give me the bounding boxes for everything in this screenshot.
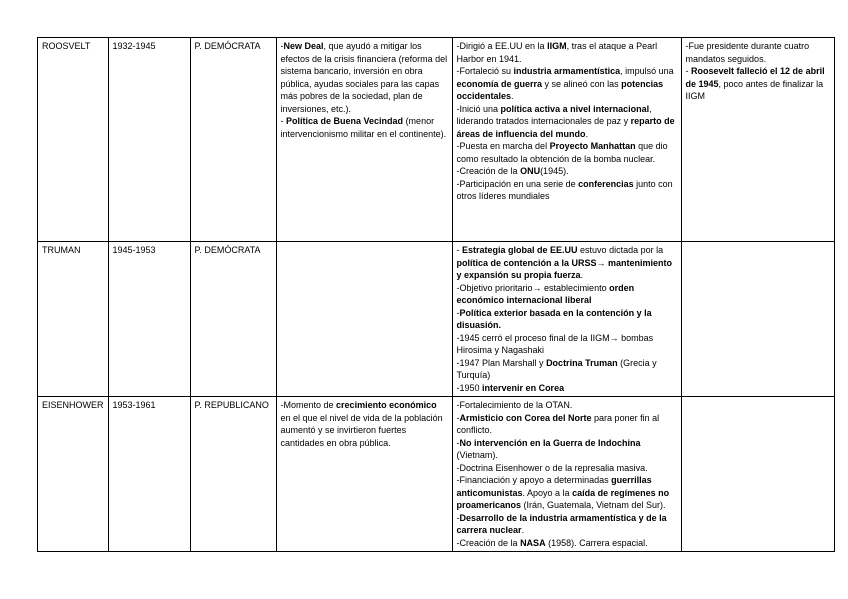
- president-name: EISENHOWER: [38, 397, 109, 552]
- cell-line: [457, 399, 677, 412]
- cell-line: [457, 512, 677, 537]
- text-run: (menor intervencionismo militar en el continente).: [280, 116, 447, 139]
- text-run: -1950: [456, 382, 483, 393]
- cell-line: [457, 140, 677, 165]
- cell-line: [686, 40, 830, 65]
- cell-line: [457, 382, 677, 395]
- cell-line: [457, 103, 677, 141]
- cell-line: [281, 115, 448, 140]
- text-run: -1947 Plan Marshall y: [456, 357, 547, 368]
- text-run: . Apoyo a la: [522, 487, 573, 498]
- text-run: -1945 cerró el proceso final de la IIGM→ bombas Hirosima y Nagashaki: [456, 332, 654, 355]
- text-run: -: [456, 512, 460, 523]
- text-run: -: [456, 412, 460, 423]
- text-run: (1945).: [540, 166, 569, 176]
- text-run: -: [280, 41, 284, 51]
- cell-line: [457, 474, 677, 512]
- text-run: -Objetivo prioritario→ establecimiento: [456, 282, 610, 293]
- text-run: .: [511, 91, 514, 101]
- other-notes-cell: [681, 242, 834, 397]
- bold-text: No intervención en la Guerra de Indochina: [459, 437, 641, 448]
- internal-policy-cell: [276, 397, 452, 552]
- cell-line: [457, 178, 677, 203]
- text-run: estuvo dictada por la: [577, 245, 664, 255]
- text-run: (1958). Carrera espacial.: [545, 537, 648, 548]
- text-run: -Participación en una serie de: [456, 178, 579, 189]
- bold-text: Desarrollo de la industria armamentística y de la carrera nuclear: [456, 512, 667, 535]
- bold-text: caída de regímenes no proamericanos: [456, 487, 670, 510]
- text-run: (Grecia y Turquía): [456, 357, 657, 380]
- party-name: P. DEMÓCRATA: [190, 242, 276, 397]
- bold-text: Política de Buena Vecindad: [286, 116, 404, 126]
- bold-text: industria armamentística: [513, 66, 621, 76]
- party-name: P. DEMÓCRATA: [190, 38, 276, 242]
- text-run: .: [521, 525, 525, 535]
- text-run: en el que el nivel de vida de la población aumentó y se invirtieron fuertes cantidades en obra pública.: [280, 412, 443, 448]
- text-run: -Fue presidente durante cuatro mandatos seguidos.: [685, 41, 810, 64]
- cell-line: [457, 165, 677, 178]
- cell-line: [281, 399, 448, 449]
- term-years: 1945-1953: [108, 242, 190, 397]
- cell-line: [457, 307, 677, 332]
- text-run: -Dirigió a EE.UU en la: [456, 41, 548, 51]
- text-run: para poner fin al conflicto.: [456, 412, 660, 435]
- bold-text: intervenir en Corea: [482, 382, 565, 393]
- bold-text: guerrillas anticomunistas: [456, 475, 652, 498]
- internal-policy-cell: [276, 242, 452, 397]
- text-run: .: [580, 270, 584, 280]
- table-row-truman: [38, 242, 835, 397]
- bold-text: IIGM: [547, 41, 567, 51]
- bold-text: ONU: [520, 166, 541, 176]
- text-run: -: [685, 66, 692, 76]
- text-run: , que ayudó a mitigar los efectos de la crisis financiera (reforma del sistema bancario, inversión en obra pública, ayudas sociales para las capas más pobres de la sociedad, plan de inversiones, etc.).: [280, 41, 448, 114]
- cell-line: [281, 40, 448, 115]
- bold-text: conferencias: [578, 178, 634, 189]
- text-run: -: [456, 437, 460, 448]
- table-row-eisenhower: [38, 397, 835, 552]
- bold-text: Estrategia global de EE.UU: [462, 245, 578, 255]
- cell-line: [457, 437, 677, 462]
- internal-policy-cell: [276, 38, 452, 242]
- bold-text: orden económico internacional liberal: [456, 282, 635, 305]
- bold-text: Doctrina Truman: [546, 357, 618, 368]
- text-run: , liderando tratados internacionales de paz y: [456, 103, 652, 126]
- bold-text: reparto de áreas de influencia del mundo: [456, 116, 675, 139]
- text-run: -Fortaleció su: [456, 66, 514, 76]
- text-run: -Inició una: [456, 103, 501, 114]
- cell-line: [457, 412, 677, 437]
- cell-line: [457, 282, 677, 307]
- president-name: TRUMAN: [38, 242, 109, 397]
- text-run: (Irán, Guatemala, Vietnam del Sur).: [521, 500, 666, 510]
- text-run: , poco antes de finalizar la IIGM: [685, 78, 824, 101]
- cell-line: [457, 332, 677, 357]
- text-run: -Creación de la: [456, 166, 521, 176]
- bold-text: NASA: [520, 537, 546, 548]
- term-years: 1932-1945: [108, 38, 190, 242]
- foreign-policy-cell: [452, 242, 681, 397]
- table-row-roosevelt: [38, 38, 835, 242]
- bold-text: Política exterior basada en la contención y la disuasión.: [456, 307, 652, 330]
- cell-line: [457, 537, 677, 550]
- text-run: -Doctrina Eisenhower o de la represalia masiva.: [456, 462, 648, 473]
- text-run: -: [456, 245, 463, 255]
- other-notes-cell: [681, 397, 834, 552]
- text-run: que dio como resultado la obtención de la bomba nuclear.: [456, 141, 668, 164]
- bold-text: Proyecto Manhattan: [549, 141, 636, 151]
- text-run: -Fortalecimiento de la OTAN.: [456, 400, 573, 410]
- text-run: -: [456, 307, 460, 318]
- cell-line: [686, 65, 830, 103]
- cell-line: [457, 244, 677, 282]
- text-run: , impulsó una: [620, 66, 674, 76]
- other-notes-cell: [681, 38, 834, 242]
- cell-line: [457, 357, 677, 382]
- foreign-policy-cell: [452, 397, 681, 552]
- bold-text: New Deal: [283, 41, 324, 51]
- presidents-table: [37, 37, 835, 552]
- bold-text: política de contención a la URSS→ mantenimiento y expansión su propia fuerza: [456, 257, 673, 280]
- text-run: junto con otros líderes mundiales: [456, 178, 673, 201]
- text-run: -: [280, 116, 287, 126]
- foreign-policy-cell: [452, 38, 681, 242]
- term-years: 1953-1961: [108, 397, 190, 552]
- president-name: ROOSVELT: [38, 38, 109, 242]
- text-run: -Momento de: [280, 400, 337, 410]
- text-run: -Puesta en marcha del: [456, 141, 550, 151]
- text-run: -Creación de la: [456, 537, 521, 548]
- text-run: y se alineó con las: [542, 78, 622, 89]
- cell-line: [457, 40, 677, 65]
- bold-text: crecimiento económico: [336, 400, 437, 410]
- bold-text: economía de guerra: [456, 78, 543, 89]
- cell-line: [457, 462, 677, 475]
- bold-text: Armisticio con Corea del Norte: [459, 412, 592, 423]
- bold-text: potencias occidentales: [456, 78, 664, 101]
- party-name: P. REPUBLICANO: [190, 397, 276, 552]
- bold-text: política activa a nivel internacional: [500, 103, 650, 114]
- text-run: (Vietnam).: [456, 450, 498, 460]
- bold-text: Roosevelt falleció el 12 de abril de 1945: [685, 66, 825, 89]
- text-run: , tras el ataque a Pearl Harbor en 1941.: [456, 41, 658, 64]
- cell-line: [457, 65, 677, 103]
- text-run: .: [585, 128, 589, 139]
- text-run: -Financiación y apoyo a determinadas: [456, 475, 612, 485]
